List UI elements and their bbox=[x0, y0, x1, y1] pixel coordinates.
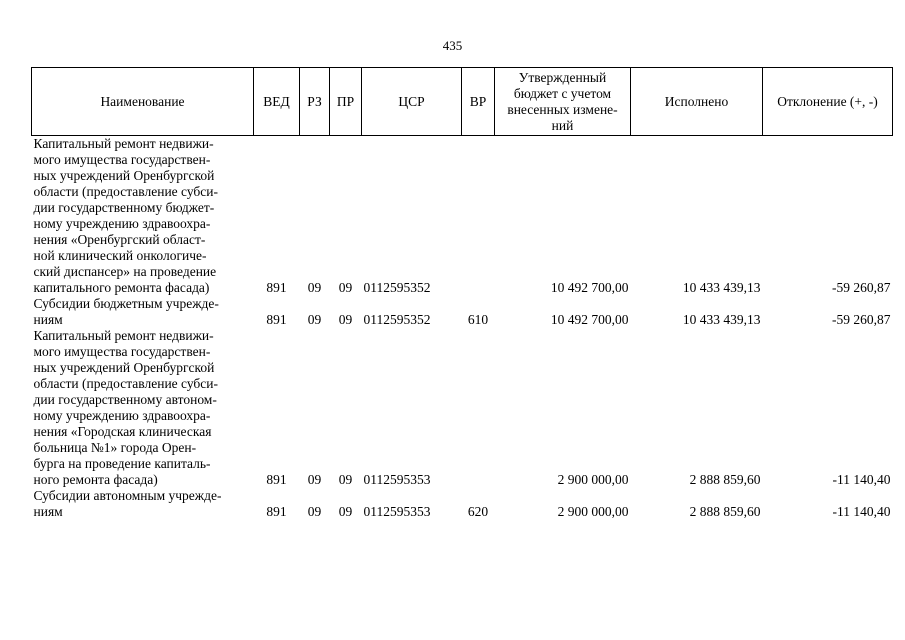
row-approved: 10 492 700,00 bbox=[550, 312, 629, 327]
row-deviation: -59 260,87 bbox=[832, 280, 891, 295]
row-ved: 891 bbox=[266, 472, 287, 487]
header-rz: РЗ bbox=[300, 68, 330, 136]
header-deviation: Отклонение (+, -) bbox=[763, 68, 893, 136]
row-rz: 09 bbox=[307, 280, 322, 295]
row-deviation: -59 260,87 bbox=[832, 312, 891, 327]
table-header bbox=[32, 68, 893, 136]
page-number: 435 bbox=[442, 38, 463, 53]
budget-table bbox=[31, 67, 893, 520]
row-pr: 09 bbox=[338, 504, 353, 519]
row-rz: 09 bbox=[307, 472, 322, 487]
row-approved: 10 492 700,00 bbox=[550, 280, 629, 295]
table-row bbox=[32, 328, 893, 488]
row-executed: 2 888 859,60 bbox=[689, 504, 761, 519]
row-name: Субсидии бюджетным учрежде- ниям bbox=[33, 296, 219, 327]
row-approved: 2 900 000,00 bbox=[557, 504, 629, 519]
row-vr bbox=[462, 136, 495, 297]
row-csr: 0112595353 bbox=[363, 504, 431, 519]
header-ved: ВЕД bbox=[254, 68, 300, 136]
row-csr: 0112595353 bbox=[363, 472, 431, 487]
row-rz: 09 bbox=[307, 504, 322, 519]
row-executed: 2 888 859,60 bbox=[689, 472, 761, 487]
row-name: Субсидии автономным учрежде- ниям bbox=[33, 488, 222, 519]
row-name: Капитальный ремонт недвижи- мого имущества государствен- ных учреждений Оренбургской области (предоставление субси- дии государственному автоном- ному учреждению здравоохра- нения «Городская клиническая больница №1» города Орен- бурга на проведение капиталь- ного ремонта фасада) bbox=[33, 328, 218, 487]
row-vr bbox=[462, 328, 495, 488]
table-row bbox=[32, 136, 893, 297]
row-csr: 0112595352 bbox=[363, 280, 431, 295]
row-executed: 10 433 439,13 bbox=[682, 312, 761, 327]
row-ved: 891 bbox=[266, 312, 287, 327]
header-pr: ПР bbox=[330, 68, 362, 136]
header-approved: Утвержденный бюджет с учетом внесенных измене-ний bbox=[495, 68, 631, 136]
row-pr: 09 bbox=[338, 312, 353, 327]
header-executed: Исполнено bbox=[631, 68, 763, 136]
row-approved: 2 900 000,00 bbox=[557, 472, 629, 487]
row-deviation: -11 140,40 bbox=[832, 504, 891, 519]
header-vr: ВР bbox=[462, 68, 495, 136]
header-name: Наименование bbox=[32, 68, 254, 136]
row-pr: 09 bbox=[338, 472, 353, 487]
row-name: Капитальный ремонт недвижи- мого имущества государствен- ных учреждений Оренбургской области (предоставление субси- дии государственному бюджет- ному учреждению здравоохра- нения «Оренбургский област- ной клинический онкологиче- ский диспансер» на проведение капитального ремонта фасада) bbox=[33, 136, 218, 295]
row-vr: 620 bbox=[467, 504, 489, 519]
row-ved: 891 bbox=[266, 280, 287, 295]
row-rz: 09 bbox=[307, 312, 322, 327]
row-pr: 09 bbox=[338, 280, 353, 295]
row-deviation: -11 140,40 bbox=[832, 472, 891, 487]
table-row bbox=[32, 488, 893, 520]
row-ved: 891 bbox=[266, 504, 287, 519]
row-vr: 610 bbox=[467, 312, 489, 327]
row-csr: 0112595352 bbox=[363, 312, 431, 327]
table-body bbox=[32, 136, 893, 521]
row-executed: 10 433 439,13 bbox=[682, 280, 761, 295]
table-row bbox=[32, 296, 893, 328]
header-csr: ЦСР bbox=[362, 68, 462, 136]
header-row bbox=[32, 68, 893, 136]
